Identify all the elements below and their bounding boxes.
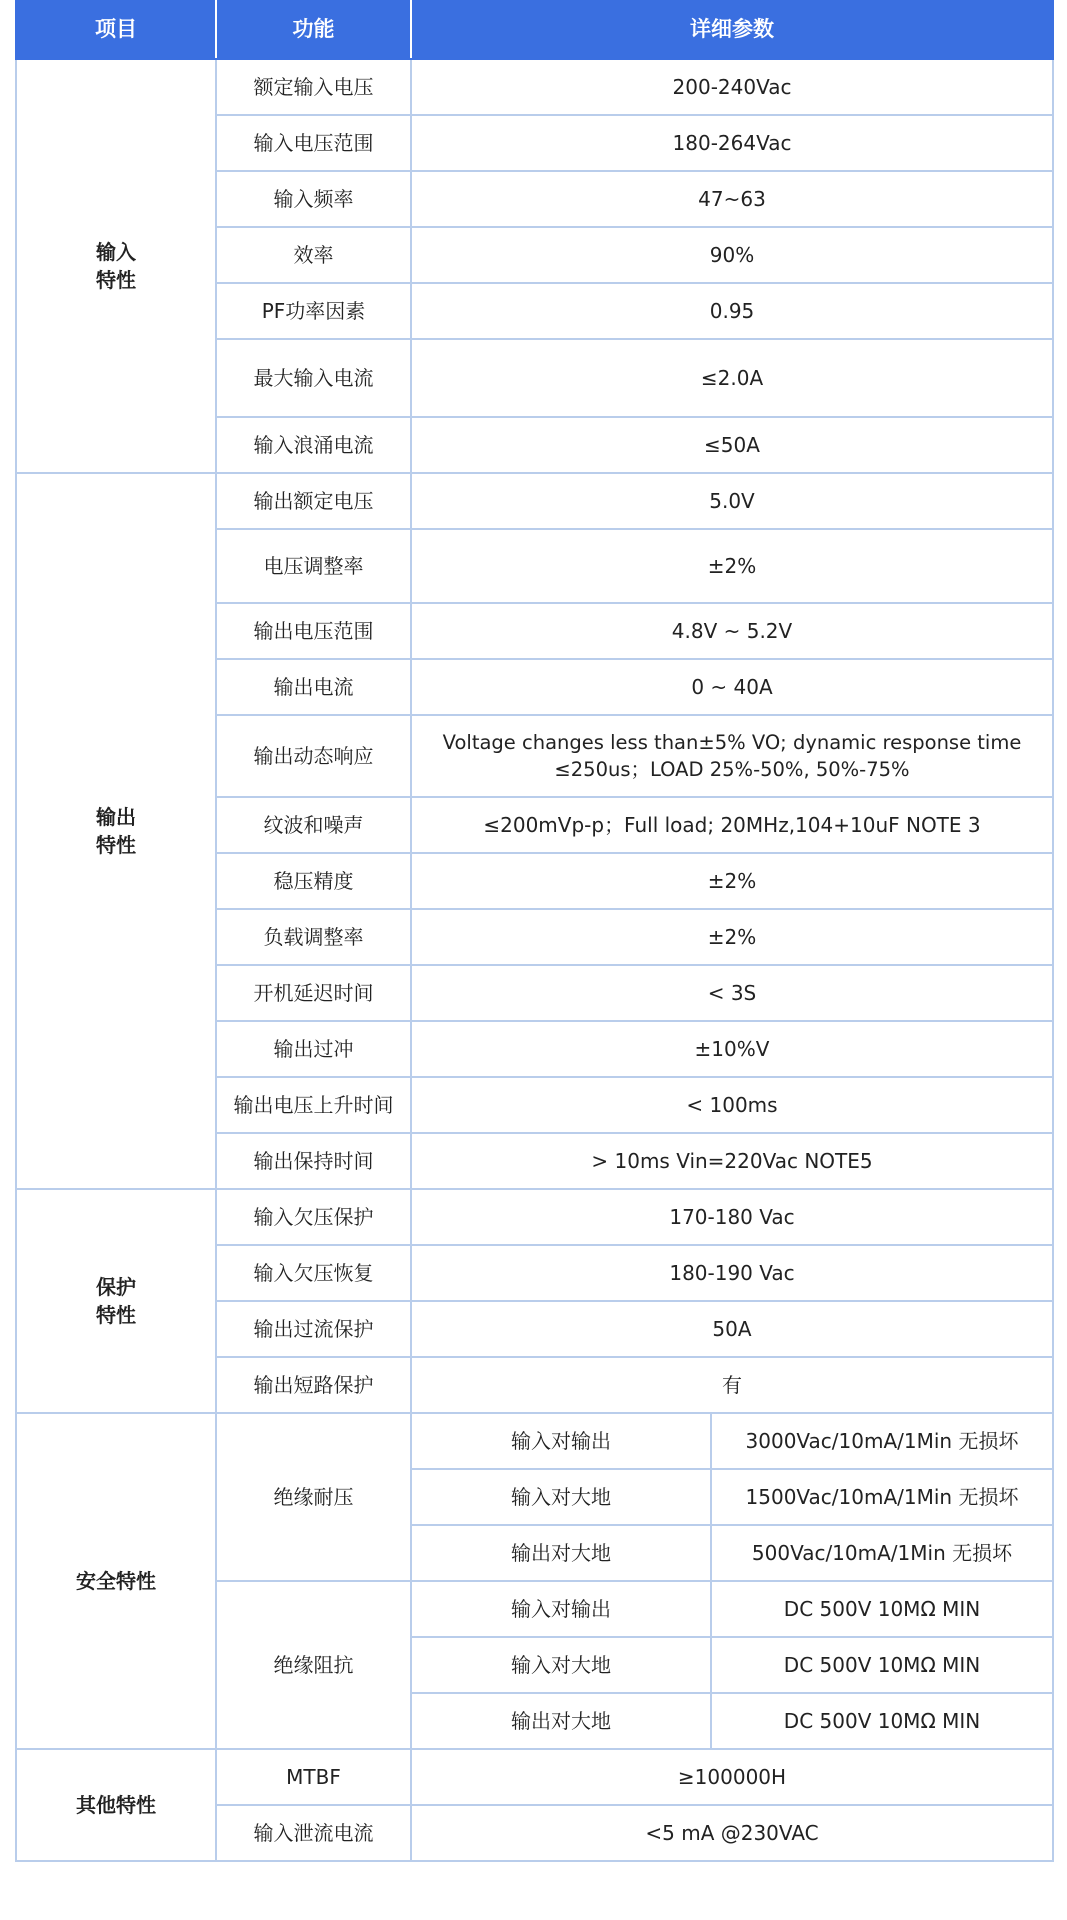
value-cell: 500Vac/10mA/1Min 无损坏 xyxy=(711,1525,1053,1581)
value-cell: ≥100000H xyxy=(411,1749,1053,1805)
category-protection: 保护 特性 xyxy=(16,1189,216,1413)
value-cell: 170-180 Vac xyxy=(411,1189,1053,1245)
group-insulation-resistance: 绝缘阻抗 xyxy=(216,1581,411,1749)
function-cell: 输出保持时间 xyxy=(216,1133,411,1189)
value-cell: 3000Vac/10mA/1Min 无损坏 xyxy=(711,1413,1053,1469)
value-cell: ≤50A xyxy=(411,417,1053,473)
category-input: 输入 特性 xyxy=(16,59,216,473)
header-details: 详细参数 xyxy=(411,1,1053,59)
category-output: 输出 特性 xyxy=(16,473,216,1189)
category-other: 其他特性 xyxy=(16,1749,216,1861)
function-cell: 输出短路保护 xyxy=(216,1357,411,1413)
value-cell: < 3S xyxy=(411,965,1053,1021)
function-cell: 电压调整率 xyxy=(216,529,411,603)
function-cell: 输入欠压恢复 xyxy=(216,1245,411,1301)
value-cell: DC 500V 10MΩ MIN xyxy=(711,1693,1053,1749)
value-cell: DC 500V 10MΩ MIN xyxy=(711,1581,1053,1637)
category-safety: 安全特性 xyxy=(16,1413,216,1749)
function-cell: PF功率因素 xyxy=(216,283,411,339)
function-cell: 输入泄流电流 xyxy=(216,1805,411,1861)
value-cell: ±2% xyxy=(411,909,1053,965)
value-cell: 0.95 xyxy=(411,283,1053,339)
table-row xyxy=(16,1413,1053,1469)
value-cell: 4.8V ~ 5.2V xyxy=(411,603,1053,659)
function-cell: 输入电压范围 xyxy=(216,115,411,171)
table-row xyxy=(16,1749,1053,1805)
function-cell: 输出电流 xyxy=(216,659,411,715)
function-cell: 开机延迟时间 xyxy=(216,965,411,1021)
value-cell: ±2% xyxy=(411,529,1053,603)
sub-function-cell: 输入对大地 xyxy=(411,1637,711,1693)
value-cell: 180-264Vac xyxy=(411,115,1053,171)
value-cell: ≤2.0A xyxy=(411,339,1053,417)
function-cell: 最大输入电流 xyxy=(216,339,411,417)
value-cell: <5 mA @230VAC xyxy=(411,1805,1053,1861)
function-cell: 稳压精度 xyxy=(216,853,411,909)
value-cell: ±10%V xyxy=(411,1021,1053,1077)
value-cell: 200-240Vac xyxy=(411,59,1053,115)
value-cell: 有 xyxy=(411,1357,1053,1413)
function-cell: 输入频率 xyxy=(216,171,411,227)
function-cell: 效率 xyxy=(216,227,411,283)
function-cell: 输入浪涌电流 xyxy=(216,417,411,473)
value-cell: ≤200mVp-p；Full load; 20MHz,104+10uF NOTE 3 xyxy=(411,797,1053,853)
function-cell: 输出过流保护 xyxy=(216,1301,411,1357)
value-cell: 180-190 Vac xyxy=(411,1245,1053,1301)
value-cell: 5.0V xyxy=(411,473,1053,529)
sub-function-cell: 输入对输出 xyxy=(411,1413,711,1469)
value-cell: DC 500V 10MΩ MIN xyxy=(711,1637,1053,1693)
value-cell: 50A xyxy=(411,1301,1053,1357)
sub-function-cell: 输入对输出 xyxy=(411,1581,711,1637)
function-cell: 额定输入电压 xyxy=(216,59,411,115)
value-line: ≤250us；LOAD 25%-50%, 50%-75% xyxy=(554,758,910,781)
header-item: 项目 xyxy=(16,1,216,59)
function-cell: 输出电压上升时间 xyxy=(216,1077,411,1133)
value-line: Voltage changes less than±5% VO; dynamic response time xyxy=(442,730,1022,754)
spec-table xyxy=(15,0,1054,1862)
header-function: 功能 xyxy=(216,1,411,59)
table-row xyxy=(16,1189,1053,1245)
value-cell: < 100ms xyxy=(411,1077,1053,1133)
sub-function-cell: 输出对大地 xyxy=(411,1525,711,1581)
sub-function-cell: 输入对大地 xyxy=(411,1469,711,1525)
function-cell: 输出额定电压 xyxy=(216,473,411,529)
value-cell: > 10ms Vin=220Vac NOTE5 xyxy=(411,1133,1053,1189)
value-cell: ±2% xyxy=(411,853,1053,909)
table-row xyxy=(16,473,1053,529)
function-cell: 输出过冲 xyxy=(216,1021,411,1077)
sub-function-cell: 输出对大地 xyxy=(411,1693,711,1749)
function-cell: 输出动态响应 xyxy=(216,715,411,797)
function-cell: 纹波和噪声 xyxy=(216,797,411,853)
value-cell: 47~63 xyxy=(411,171,1053,227)
function-cell: 负载调整率 xyxy=(216,909,411,965)
value-cell xyxy=(411,715,1053,797)
group-dielectric-strength: 绝缘耐压 xyxy=(216,1413,411,1581)
value-cell: 90% xyxy=(411,227,1053,283)
value-cell: 1500Vac/10mA/1Min 无损坏 xyxy=(711,1469,1053,1525)
function-cell: 输入欠压保护 xyxy=(216,1189,411,1245)
value-cell: 0 ~ 40A xyxy=(411,659,1053,715)
function-cell: 输出电压范围 xyxy=(216,603,411,659)
function-cell: MTBF xyxy=(216,1749,411,1805)
table-row xyxy=(16,59,1053,115)
header-row xyxy=(16,1,1053,59)
